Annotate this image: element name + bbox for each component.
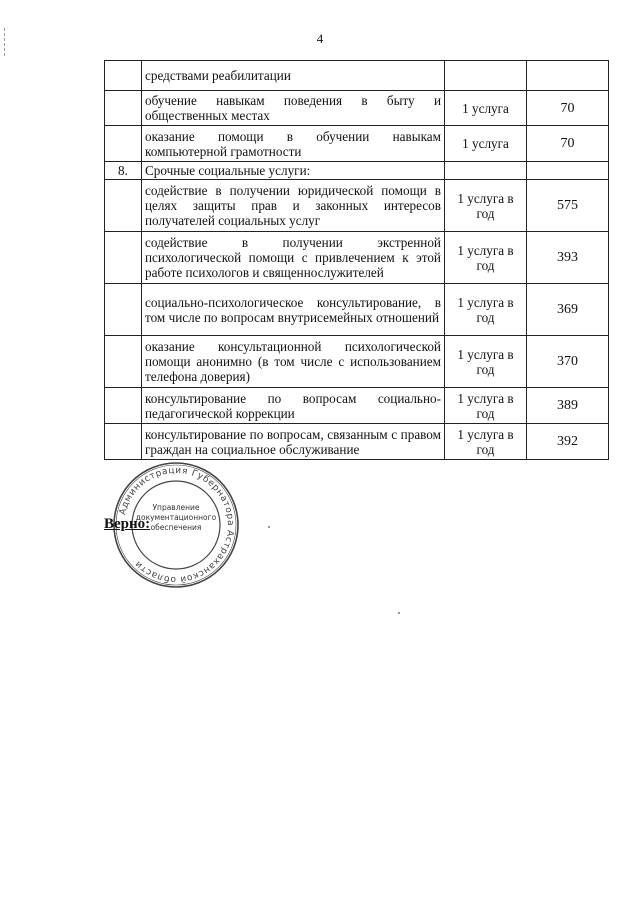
service-value: 370	[527, 336, 609, 388]
row-number	[105, 232, 142, 284]
service-unit: 1 услуга в год	[445, 336, 527, 388]
certification-label: Верно:	[104, 516, 151, 532]
service-value: 70	[527, 91, 609, 126]
services-table	[104, 60, 609, 460]
service-unit: 1 услуга в год	[445, 180, 527, 232]
table-row	[105, 91, 609, 126]
stamp-ring-text: Администрация Губернатора Астраханской области	[118, 465, 236, 585]
service-value: 575	[527, 180, 609, 232]
table-row	[105, 126, 609, 162]
service-name: оказание помощи в обучении навыкам компьютерной грамотности	[142, 126, 445, 162]
row-number	[105, 91, 142, 126]
service-unit: 1 услуга в год	[445, 424, 527, 460]
row-number: 8.	[105, 162, 142, 180]
table-row	[105, 284, 609, 336]
service-unit: 1 услуга в год	[445, 232, 527, 284]
row-number	[105, 284, 142, 336]
table-row	[105, 232, 609, 284]
service-value: 389	[527, 388, 609, 424]
scan-speck	[268, 526, 270, 528]
service-value	[527, 61, 609, 91]
service-name: обучение навыкам поведения в быту и общественных местах	[142, 91, 445, 126]
service-unit: 1 услуга	[445, 91, 527, 126]
row-number	[105, 126, 142, 162]
service-name: консультирование по вопросам, связанным с правом граждан на социальное обслуживание	[142, 424, 445, 460]
service-unit: 1 услуга	[445, 126, 527, 162]
service-name: содействие в получении юридической помощи в целях защиты прав и законных интересов получателей социальных услуг	[142, 180, 445, 232]
service-value: 70	[527, 126, 609, 162]
table-row	[105, 162, 609, 180]
service-unit	[445, 61, 527, 91]
service-value: 392	[527, 424, 609, 460]
page-number: 4	[316, 31, 324, 46]
service-value: 369	[527, 284, 609, 336]
row-number	[105, 61, 142, 91]
table-row	[105, 424, 609, 460]
row-number	[105, 336, 142, 388]
table-row	[105, 388, 609, 424]
service-unit: 1 услуга в год	[445, 284, 527, 336]
service-unit	[445, 162, 527, 180]
service-name: консультирование по вопросам социально-педагогической коррекции	[142, 388, 445, 424]
service-value: 393	[527, 232, 609, 284]
stamp-center-text: Управление документационного обеспечения	[135, 503, 217, 532]
row-number	[105, 424, 142, 460]
section-title: Срочные социальные услуги:	[142, 162, 445, 180]
service-name: содействие в получении экстренной психологической помощи с привлечением к этой работе психологов и священнослужителей	[142, 232, 445, 284]
scan-speck	[398, 612, 400, 614]
service-unit: 1 услуга в год	[445, 388, 527, 424]
table-row	[105, 180, 609, 232]
table-row	[105, 61, 609, 91]
service-value	[527, 162, 609, 180]
service-name: средствами реабилитации	[142, 61, 445, 91]
service-name: оказание консультационной психологической помощи анонимно (в том числе с использованием телефона доверия)	[142, 336, 445, 388]
row-number	[105, 180, 142, 232]
service-name: социально-психологическое консультирование, в том числе по вопросам внутрисемейных отношений	[142, 284, 445, 336]
row-number	[105, 388, 142, 424]
table-row	[105, 336, 609, 388]
